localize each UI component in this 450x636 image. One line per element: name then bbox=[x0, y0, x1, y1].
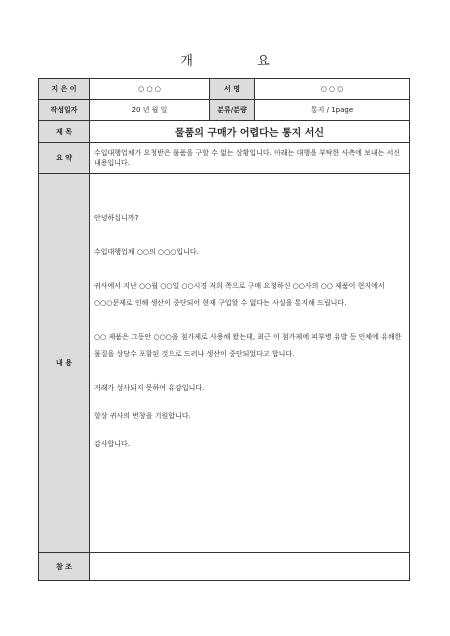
letter-paragraph: ○○ 제품은 그동안 ○○○을 첨가제로 사용해 왔는데, 최근 이 첨가제에 피부병 유발 등 인체에 유해한 물질을 상당수 포함된 것으로 드러나 생산이 중단되었다고 합니다. bbox=[94, 333, 402, 358]
letter-paragraph: 감사합니다. bbox=[94, 440, 131, 448]
letter-paragraph: 안녕하십니까? bbox=[94, 214, 139, 222]
category-value: 통지 / 1page bbox=[255, 100, 410, 121]
subject-row bbox=[39, 121, 410, 143]
summary-row bbox=[39, 143, 410, 174]
letter-paragraph: 귀사에서 지난 ○○월 ○○일 ○○시경 저희 쪽으로 구매 요청하신 ○○사의 ○○ 제품이 현지에서 ○○○문제로 인해 생산이 중단되어 현재 구입할 수 없다는 사실을 통지해 드립니다. bbox=[94, 282, 385, 307]
letter-paragraph: 거래가 성사되지 못하여 유감입니다. bbox=[94, 384, 205, 392]
letter-paragraph: 항상 귀사의 번창을 기원합니다. bbox=[94, 412, 191, 420]
reference-label: 참 조 bbox=[39, 553, 90, 581]
subject-label: 제 목 bbox=[39, 121, 90, 143]
summary-value: 수입대행업체가 요청받은 물품을 구할 수 없는 상황입니다. 아래는 대행을 부탁한 사측에 보내는 서신 내용입니다. bbox=[90, 143, 410, 174]
date-label: 작성일자 bbox=[39, 100, 90, 121]
content-row bbox=[39, 174, 410, 553]
letter-paragraph: 수입대행업체 ○○의 ○○○입니다. bbox=[94, 248, 199, 256]
author-label: 지 은 이 bbox=[39, 79, 90, 100]
document-title: 개 요 bbox=[180, 54, 300, 69]
author-row bbox=[39, 79, 410, 100]
summary-label: 요 약 bbox=[39, 143, 90, 174]
reference-row bbox=[39, 553, 410, 581]
content-label: 내 용 bbox=[39, 174, 90, 553]
category-label: 분류/분량 bbox=[210, 100, 255, 121]
signature-value: ○ ○ ○ bbox=[255, 79, 410, 100]
date-row bbox=[39, 100, 410, 121]
letter-body bbox=[94, 210, 405, 453]
content-cell bbox=[90, 174, 410, 553]
summary-form-table bbox=[38, 78, 410, 581]
date-value: 20 년 월 일 bbox=[90, 100, 210, 121]
subject-value: 물품의 구매가 어렵다는 통지 서신 bbox=[90, 121, 410, 143]
signature-label: 서 명 bbox=[210, 79, 255, 100]
reference-value bbox=[90, 553, 410, 581]
author-value: ○ ○ ○ bbox=[90, 79, 210, 100]
